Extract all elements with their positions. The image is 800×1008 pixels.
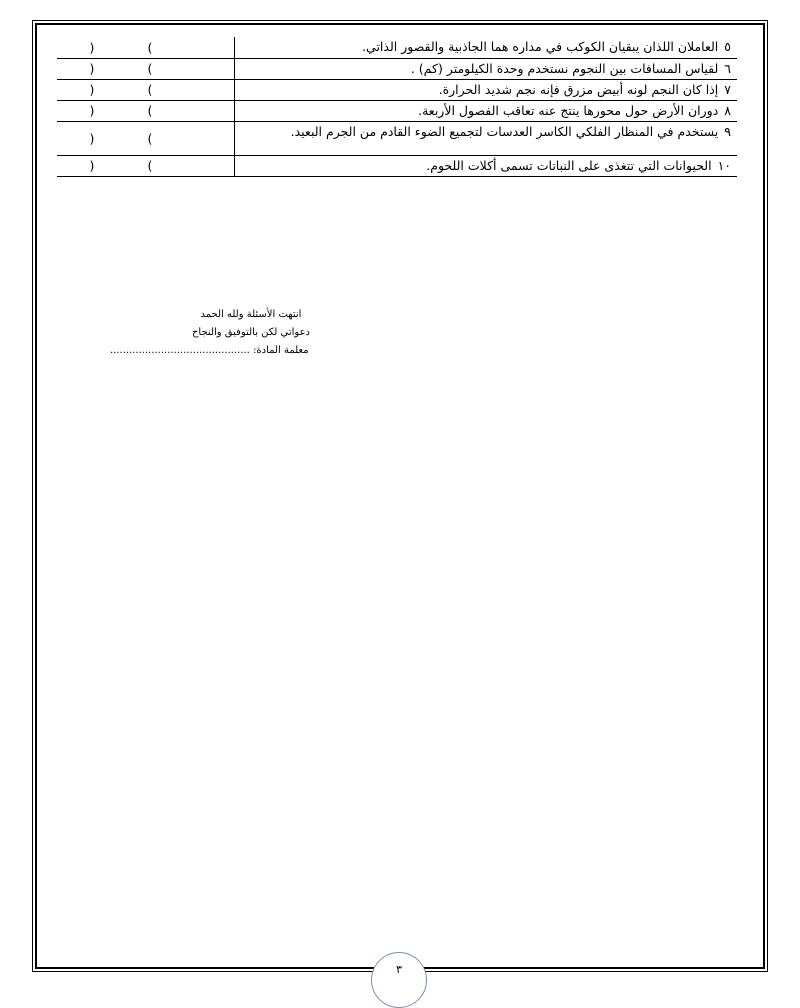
answer-cell[interactable] <box>57 155 235 176</box>
question-cell <box>235 155 738 176</box>
bracket-close: ) <box>147 61 153 76</box>
bracket-open: ( <box>89 158 95 173</box>
teacher-signature <box>110 345 309 356</box>
question-number: ٥ <box>724 39 731 54</box>
answer-cell[interactable] <box>57 79 235 100</box>
question-number: ٦ <box>724 60 731 76</box>
question-text: دوران الأرض حول محورها ينتج عنه تعاقب الفصول الأربعة. <box>418 102 719 118</box>
bracket-open: ( <box>89 39 95 55</box>
bracket-close: ) <box>147 158 153 173</box>
question-number: ٧ <box>724 81 731 97</box>
table-row <box>57 58 737 79</box>
table-row <box>57 155 737 176</box>
table-row <box>57 100 737 121</box>
bracket-close: ) <box>147 82 153 97</box>
teacher-label: معلمة المادة: <box>253 345 309 356</box>
question-cell <box>235 79 738 100</box>
question-text: يستخدم في المنظار الفلكي الكاسر العدسات لتجميع الضوء القادم من الجرم البعيد. <box>290 123 719 139</box>
teacher-dots: ............................................ <box>110 345 250 356</box>
bracket-open: ( <box>89 82 95 97</box>
bracket-open: ( <box>89 103 95 118</box>
table-row <box>57 37 737 58</box>
bracket-close: ) <box>147 39 153 55</box>
question-cell <box>235 37 738 58</box>
question-text: لقياس المسافات بين النجوم نستخدم وحدة الكيلومتر (كم) . <box>410 60 719 76</box>
bracket-open: ( <box>89 61 95 76</box>
closing-line-2: دعواتي لكن بالتوفيق والنجاح <box>191 327 310 338</box>
page-number: ٣ <box>371 952 427 1008</box>
answer-cell[interactable] <box>57 121 235 155</box>
question-text: الحيوانات التي تتغذى على النباتات تسمى أكلات اللحوم. <box>426 157 712 173</box>
answer-cell[interactable] <box>57 100 235 121</box>
question-number: ١٠ <box>717 157 731 173</box>
answer-cell[interactable] <box>57 58 235 79</box>
question-number: ٨ <box>724 102 731 118</box>
table-row <box>57 79 737 100</box>
question-number: ٩ <box>724 123 731 139</box>
question-cell <box>235 121 738 155</box>
closing-line-1: انتهت الأسئلة ولله الحمد <box>200 309 302 320</box>
bracket-close: ) <box>147 130 153 146</box>
answer-cell[interactable] <box>57 37 235 58</box>
question-text: العاملان اللذان يبقيان الكوكب في مداره هما الجاذبية والقصور الذاتي. <box>362 39 719 54</box>
table-row <box>57 121 737 155</box>
question-text: إذا كان النجم لونه أبيض مزرق فإنه نجم شديد الحرارة. <box>438 81 719 97</box>
bracket-open: ( <box>89 130 95 146</box>
question-cell <box>235 58 738 79</box>
question-cell <box>235 100 738 121</box>
closing-note <box>192 306 310 342</box>
bracket-close: ) <box>147 103 153 118</box>
questions-table <box>57 37 737 177</box>
